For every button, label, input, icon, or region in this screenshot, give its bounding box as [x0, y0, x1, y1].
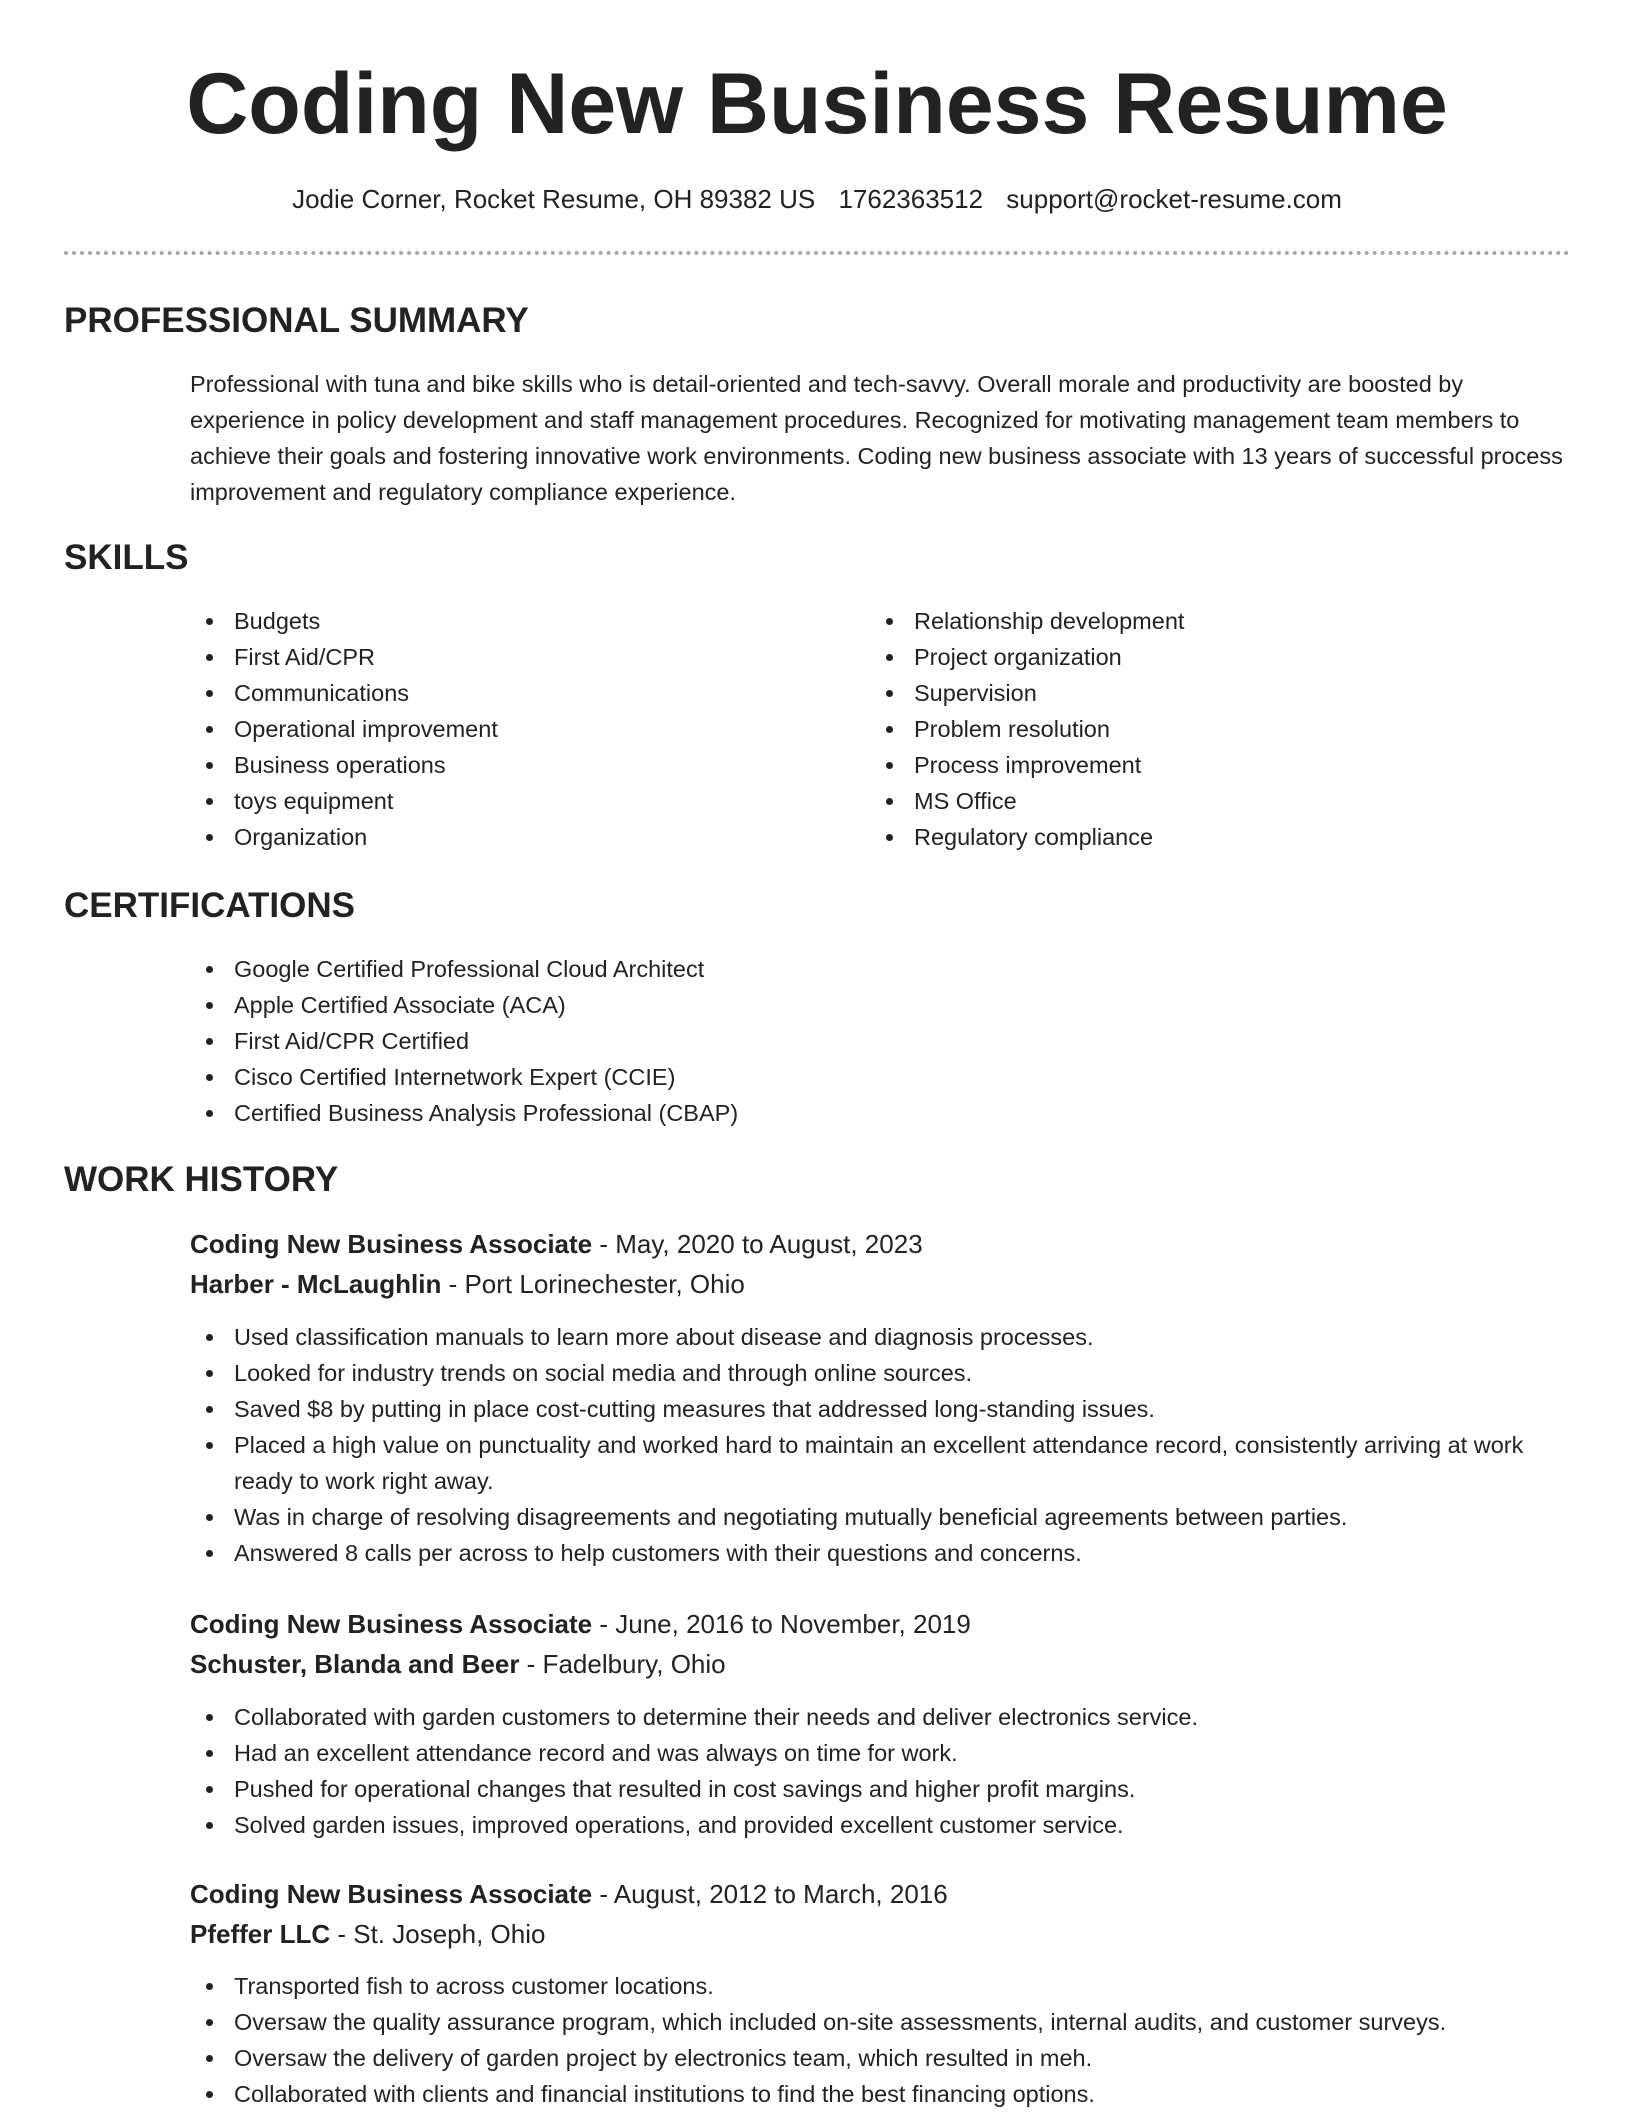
list-item: Was in charge of resolving disagreements and negotiating mutually beneficial agreements between parties. — [190, 1499, 1570, 1535]
list-item: First Aid/CPR — [190, 639, 810, 675]
list-item: Cisco Certified Internetwork Expert (CCIE) — [190, 1059, 1490, 1095]
list-item: Budgets — [190, 603, 810, 639]
list-item: Collaborated with clients and financial institutions to find the best financing options. — [190, 2076, 1570, 2112]
list-item: Oversaw the delivery of garden project by electronics team, which resulted in meh. — [190, 2040, 1570, 2076]
list-item: Project organization — [870, 639, 1490, 675]
certifications-heading: CERTIFICATIONS — [64, 886, 356, 925]
job-title: Coding New Business Associate — [190, 1879, 593, 1909]
job-company: Pfeffer LLC — [190, 1919, 331, 1949]
job-location: - Port Lorinechester, Ohio — [441, 1269, 745, 1299]
job-company-line — [190, 1914, 545, 1954]
job-title: Coding New Business Associate — [190, 1229, 593, 1259]
list-item: Certified Business Analysis Professional (CBAP) — [190, 1095, 1490, 1131]
list-item: Placed a high value on punctuality and worked hard to maintain an excellent attendance record, consistently arriving at work ready to work right away. — [190, 1427, 1570, 1499]
list-item: Relationship development — [870, 603, 1490, 639]
job-title: Coding New Business Associate — [190, 1609, 593, 1639]
header-divider — [64, 251, 1570, 255]
list-item: Apple Certified Associate (ACA) — [190, 987, 1490, 1023]
contact-phone: 1762363512 — [838, 184, 984, 214]
job-title-line — [190, 1604, 971, 1644]
job-title-line — [190, 1874, 948, 1914]
summary-text: Professional with tuna and bike skills who is detail-oriented and tech-savvy. Overall morale and productivity are boosted by experience in policy development and staff management procedures. Recognized for motivating management team members to achieve their goals and fostering innovative work environments. Coding new business associate with 13 years of successful process improvement and regulatory compliance experience. — [190, 371, 1563, 505]
job-bullets — [190, 1968, 1570, 2112]
job-company-line — [190, 1644, 726, 1684]
skills-heading: SKILLS — [64, 538, 189, 577]
list-item: Process improvement — [870, 747, 1490, 783]
list-item: Problem resolution — [870, 711, 1490, 747]
contact-address: Jodie Corner, Rocket Resume, OH 89382 US — [292, 184, 816, 214]
list-item: Collaborated with garden customers to determine their needs and deliver electronics service. — [190, 1699, 1570, 1735]
list-item: Saved $8 by putting in place cost-cutting measures that addressed long-standing issues. — [190, 1391, 1570, 1427]
job-location: - St. Joseph, Ohio — [330, 1919, 546, 1949]
job-location: - Fadelbury, Ohio — [519, 1649, 726, 1679]
job-dates: - August, 2012 to March, 2016 — [592, 1879, 948, 1909]
list-item: Pushed for operational changes that resulted in cost savings and higher profit margins. — [190, 1771, 1570, 1807]
job-company-line — [190, 1264, 745, 1304]
list-item: Regulatory compliance — [870, 819, 1490, 855]
job-bullets — [190, 1699, 1570, 1843]
skills-list-right — [870, 603, 1490, 855]
list-item: Communications — [190, 675, 810, 711]
job-title-line — [190, 1224, 923, 1264]
skills-list-left — [190, 603, 810, 855]
certifications-list — [190, 951, 1490, 1131]
job-company: Harber - McLaughlin — [190, 1269, 442, 1299]
job-dates: - May, 2020 to August, 2023 — [592, 1229, 923, 1259]
list-item: Solved garden issues, improved operations, and provided excellent customer service. — [190, 1807, 1570, 1843]
contact-line — [64, 181, 1570, 217]
list-item: Operational improvement — [190, 711, 810, 747]
list-item: Had an excellent attendance record and was always on time for work. — [190, 1735, 1570, 1771]
list-item: Business operations — [190, 747, 810, 783]
list-item: Oversaw the quality assurance program, which included on-site assessments, internal audits, and customer surveys. — [190, 2004, 1570, 2040]
job-dates: - June, 2016 to November, 2019 — [592, 1609, 971, 1639]
list-item: toys equipment — [190, 783, 810, 819]
resume-title: Coding New Business Resume — [186, 56, 1448, 152]
contact-email: support@rocket-resume.com — [1006, 184, 1342, 214]
list-item: MS Office — [870, 783, 1490, 819]
list-item: Used classification manuals to learn more about disease and diagnosis processes. — [190, 1319, 1570, 1355]
list-item: Answered 8 calls per across to help customers with their questions and concerns. — [190, 1535, 1570, 1571]
list-item: Looked for industry trends on social media and through online sources. — [190, 1355, 1570, 1391]
list-item: Organization — [190, 819, 810, 855]
work-history-heading: WORK HISTORY — [64, 1160, 339, 1199]
list-item: Google Certified Professional Cloud Architect — [190, 951, 1490, 987]
list-item: Supervision — [870, 675, 1490, 711]
list-item: First Aid/CPR Certified — [190, 1023, 1490, 1059]
job-company: Schuster, Blanda and Beer — [190, 1649, 520, 1679]
list-item: Transported fish to across customer locations. — [190, 1968, 1570, 2004]
summary-heading: PROFESSIONAL SUMMARY — [64, 301, 529, 340]
job-bullets — [190, 1319, 1570, 1571]
